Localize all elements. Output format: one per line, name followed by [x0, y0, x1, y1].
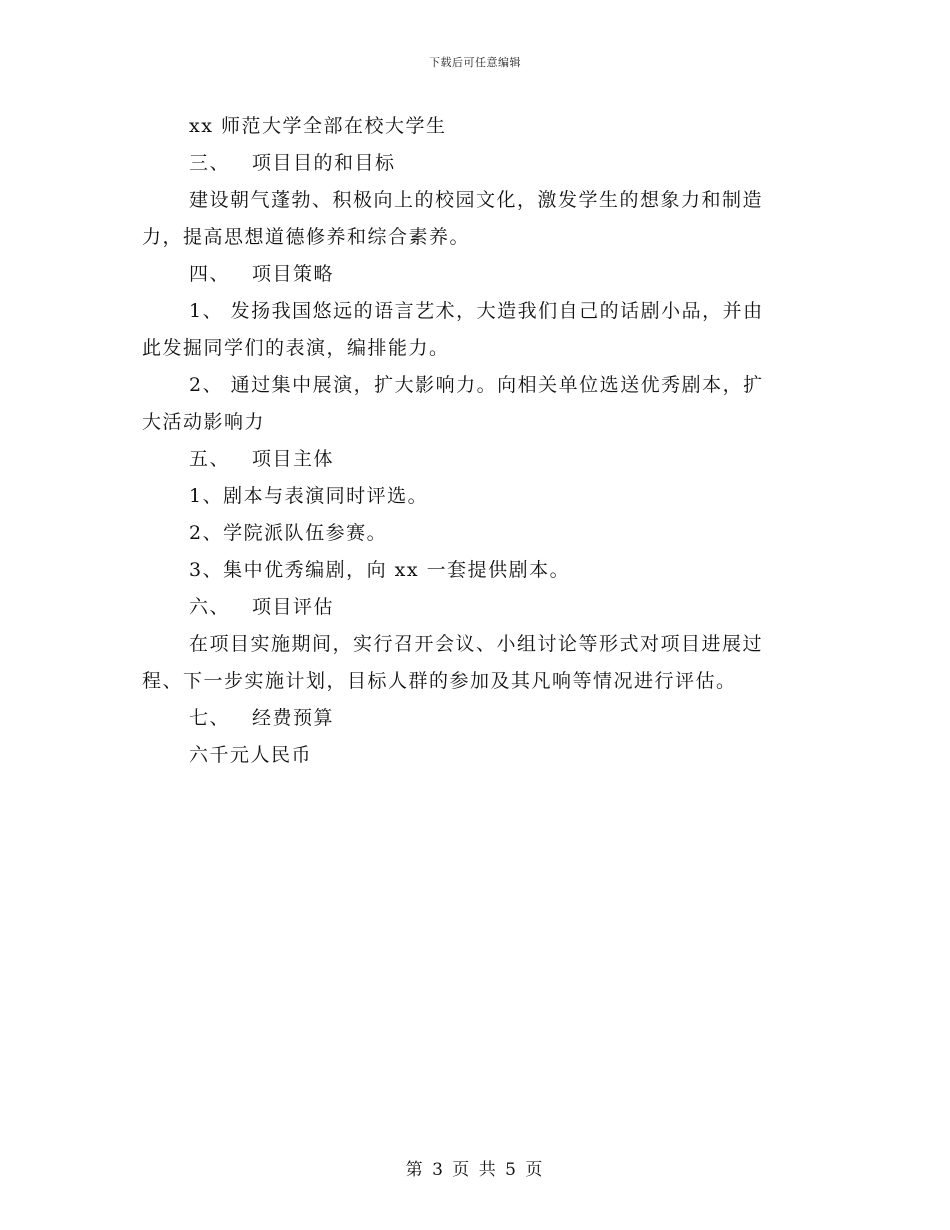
section-5-heading: [142, 441, 802, 478]
section-4-title: 项目策略: [252, 263, 335, 285]
section-3-heading: [142, 145, 802, 182]
section-6-paragraph-line-2: 程、下一步实施计划，目标人群的参加及其凡响等情况进行评估。: [142, 670, 737, 692]
section-5-number: 五、: [189, 448, 231, 470]
section-3-title: 项目目的和目标: [252, 152, 396, 174]
target-audience: xx 师范大学全部在校大学生: [189, 115, 447, 137]
section-7-title: 经费预算: [252, 707, 335, 729]
section-4-number: 四、: [189, 263, 231, 285]
section-3-number: 三、: [189, 152, 231, 174]
section-3-paragraph-line-2: 力，提高思想道德修养和综合素养。: [142, 226, 471, 248]
section-4-item-2-line-1: 2、 通过集中展演，扩大影响力。向相关单位选送优秀剧本，扩: [189, 374, 764, 396]
section-7-number: 七、: [189, 707, 231, 729]
section-6-heading: [142, 589, 802, 626]
section-3-paragraph-line-1: 建设朝气蓬勃、积极向上的校园文化，激发学生的想象力和制造: [189, 189, 764, 211]
section-7-heading: [142, 700, 802, 737]
page-footer: 第 3 页 共 5 页: [405, 1160, 545, 1180]
budget-amount: 六千元人民币: [189, 744, 313, 766]
section-4-item-1-line-1: 1、 发扬我国悠远的语言艺术，大造我们自己的话剧小品，并由: [189, 300, 764, 322]
section-6-title: 项目评估: [252, 596, 335, 618]
section-4-item-1-line-2: 此发掘同学们的表演，编排能力。: [142, 337, 450, 359]
section-5-title: 项目主体: [252, 448, 335, 470]
section-5-item-3: 3、集中优秀编剧，向 xx 一套提供剧本。: [189, 559, 571, 581]
section-5-item-1: 1、剧本与表演同时评选。: [189, 485, 429, 507]
document-body: [142, 108, 802, 774]
section-6-number: 六、: [189, 596, 231, 618]
page-header: 下载后可任意编辑: [429, 56, 521, 69]
section-5-item-2: 2、学院派队伍参赛。: [189, 522, 388, 544]
section-6-paragraph-line-1: 在项目实施期间，实行召开会议、小组讨论等形式对项目进展过: [189, 633, 764, 655]
section-4-item-2-line-2: 大活动影响力: [142, 411, 266, 433]
section-4-heading: [142, 256, 802, 293]
